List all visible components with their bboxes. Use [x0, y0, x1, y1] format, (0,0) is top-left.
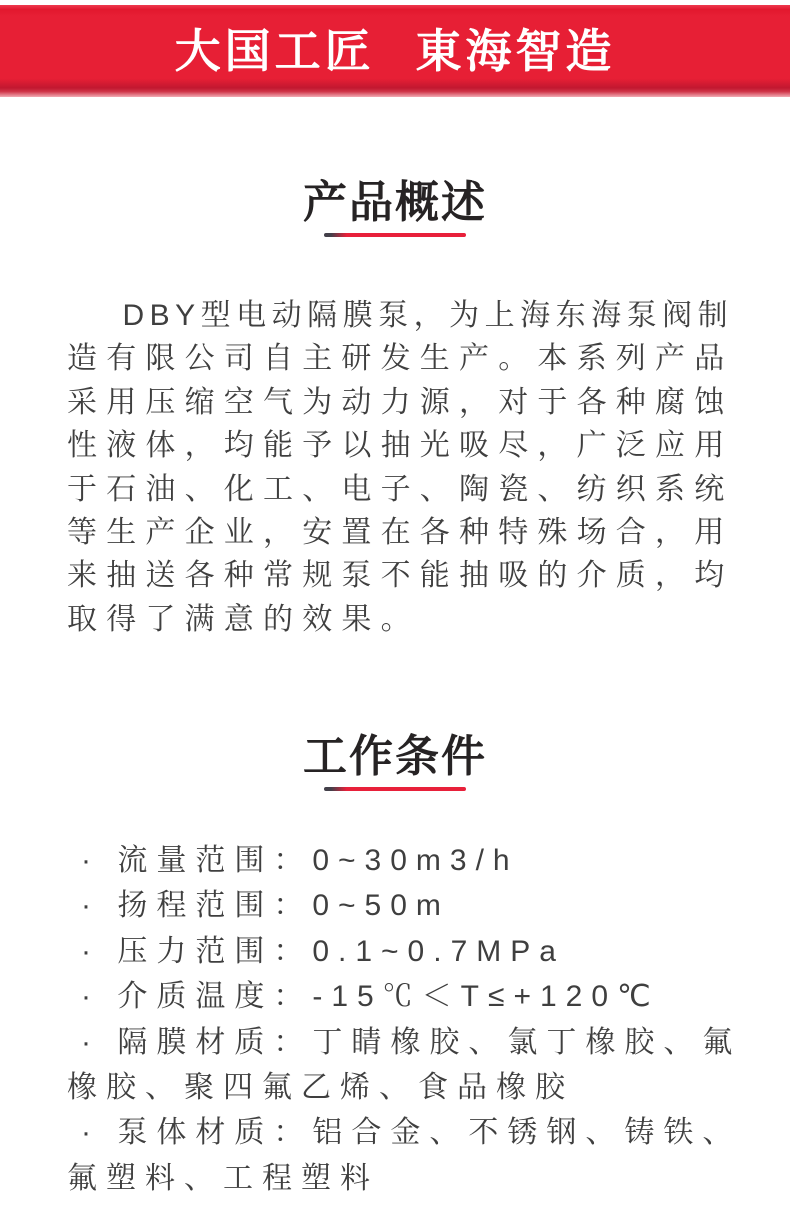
overview-heading: 产品概述: [303, 178, 487, 227]
paragraph-line: 来抽送各种常规泵不能抽吸的介质，均: [67, 559, 734, 593]
overview-paragraph: [67, 294, 733, 641]
paragraph-line: DBY型电动隔膜泵，为上海东海泵阀制: [87, 299, 734, 332]
spec-item-flow-range: · 流量范围：0~30m3/h: [81, 844, 519, 877]
spec-item-lift-range: · 扬程范围：0~50m: [81, 889, 450, 923]
spec-item-pump-body-material-continued: 氟塑料、工程塑料: [67, 1161, 379, 1195]
work-conditions-heading: 工作条件: [303, 732, 487, 781]
overview-heading-underline: [324, 233, 466, 237]
paragraph-line: 造有限公司自主研发生产。本系列产品: [67, 342, 734, 376]
paragraph-line: 性液体，均能予以抽光吸尽，广泛应用: [67, 429, 734, 463]
spec-item-pump-body-material: · 泵体材质：铝合金、不锈钢、铸铁、: [81, 1116, 742, 1150]
brand-banner: [0, 5, 790, 97]
spec-item-diaphragm-material: · 隔膜材质：丁睛橡胶、氯丁橡胶、氟: [81, 1025, 742, 1059]
paragraph-line: 于石油、化工、电子、陶瓷、纺织系统: [67, 472, 734, 506]
paragraph-line: 取得了满意的效果。: [67, 602, 420, 636]
work-conditions-list: [67, 838, 741, 1201]
banner-title: 大国工匠 東海智造: [174, 25, 616, 77]
spec-item-medium-temperature: · 介质温度：-15℃＜T≤+120℃: [81, 980, 660, 1014]
paragraph-line: 等生产企业，安置在各种特殊场合，用: [67, 516, 734, 550]
paragraph-line: 采用压缩空气为动力源，对于各种腐蚀: [67, 385, 734, 419]
spec-item-pressure-range: · 压力范围：0.1~0.7MPa: [81, 934, 565, 968]
spec-item-diaphragm-material-continued: 橡胶、聚四氟乙烯、食品橡胶: [67, 1071, 574, 1105]
work-conditions-heading-underline: [324, 787, 466, 791]
